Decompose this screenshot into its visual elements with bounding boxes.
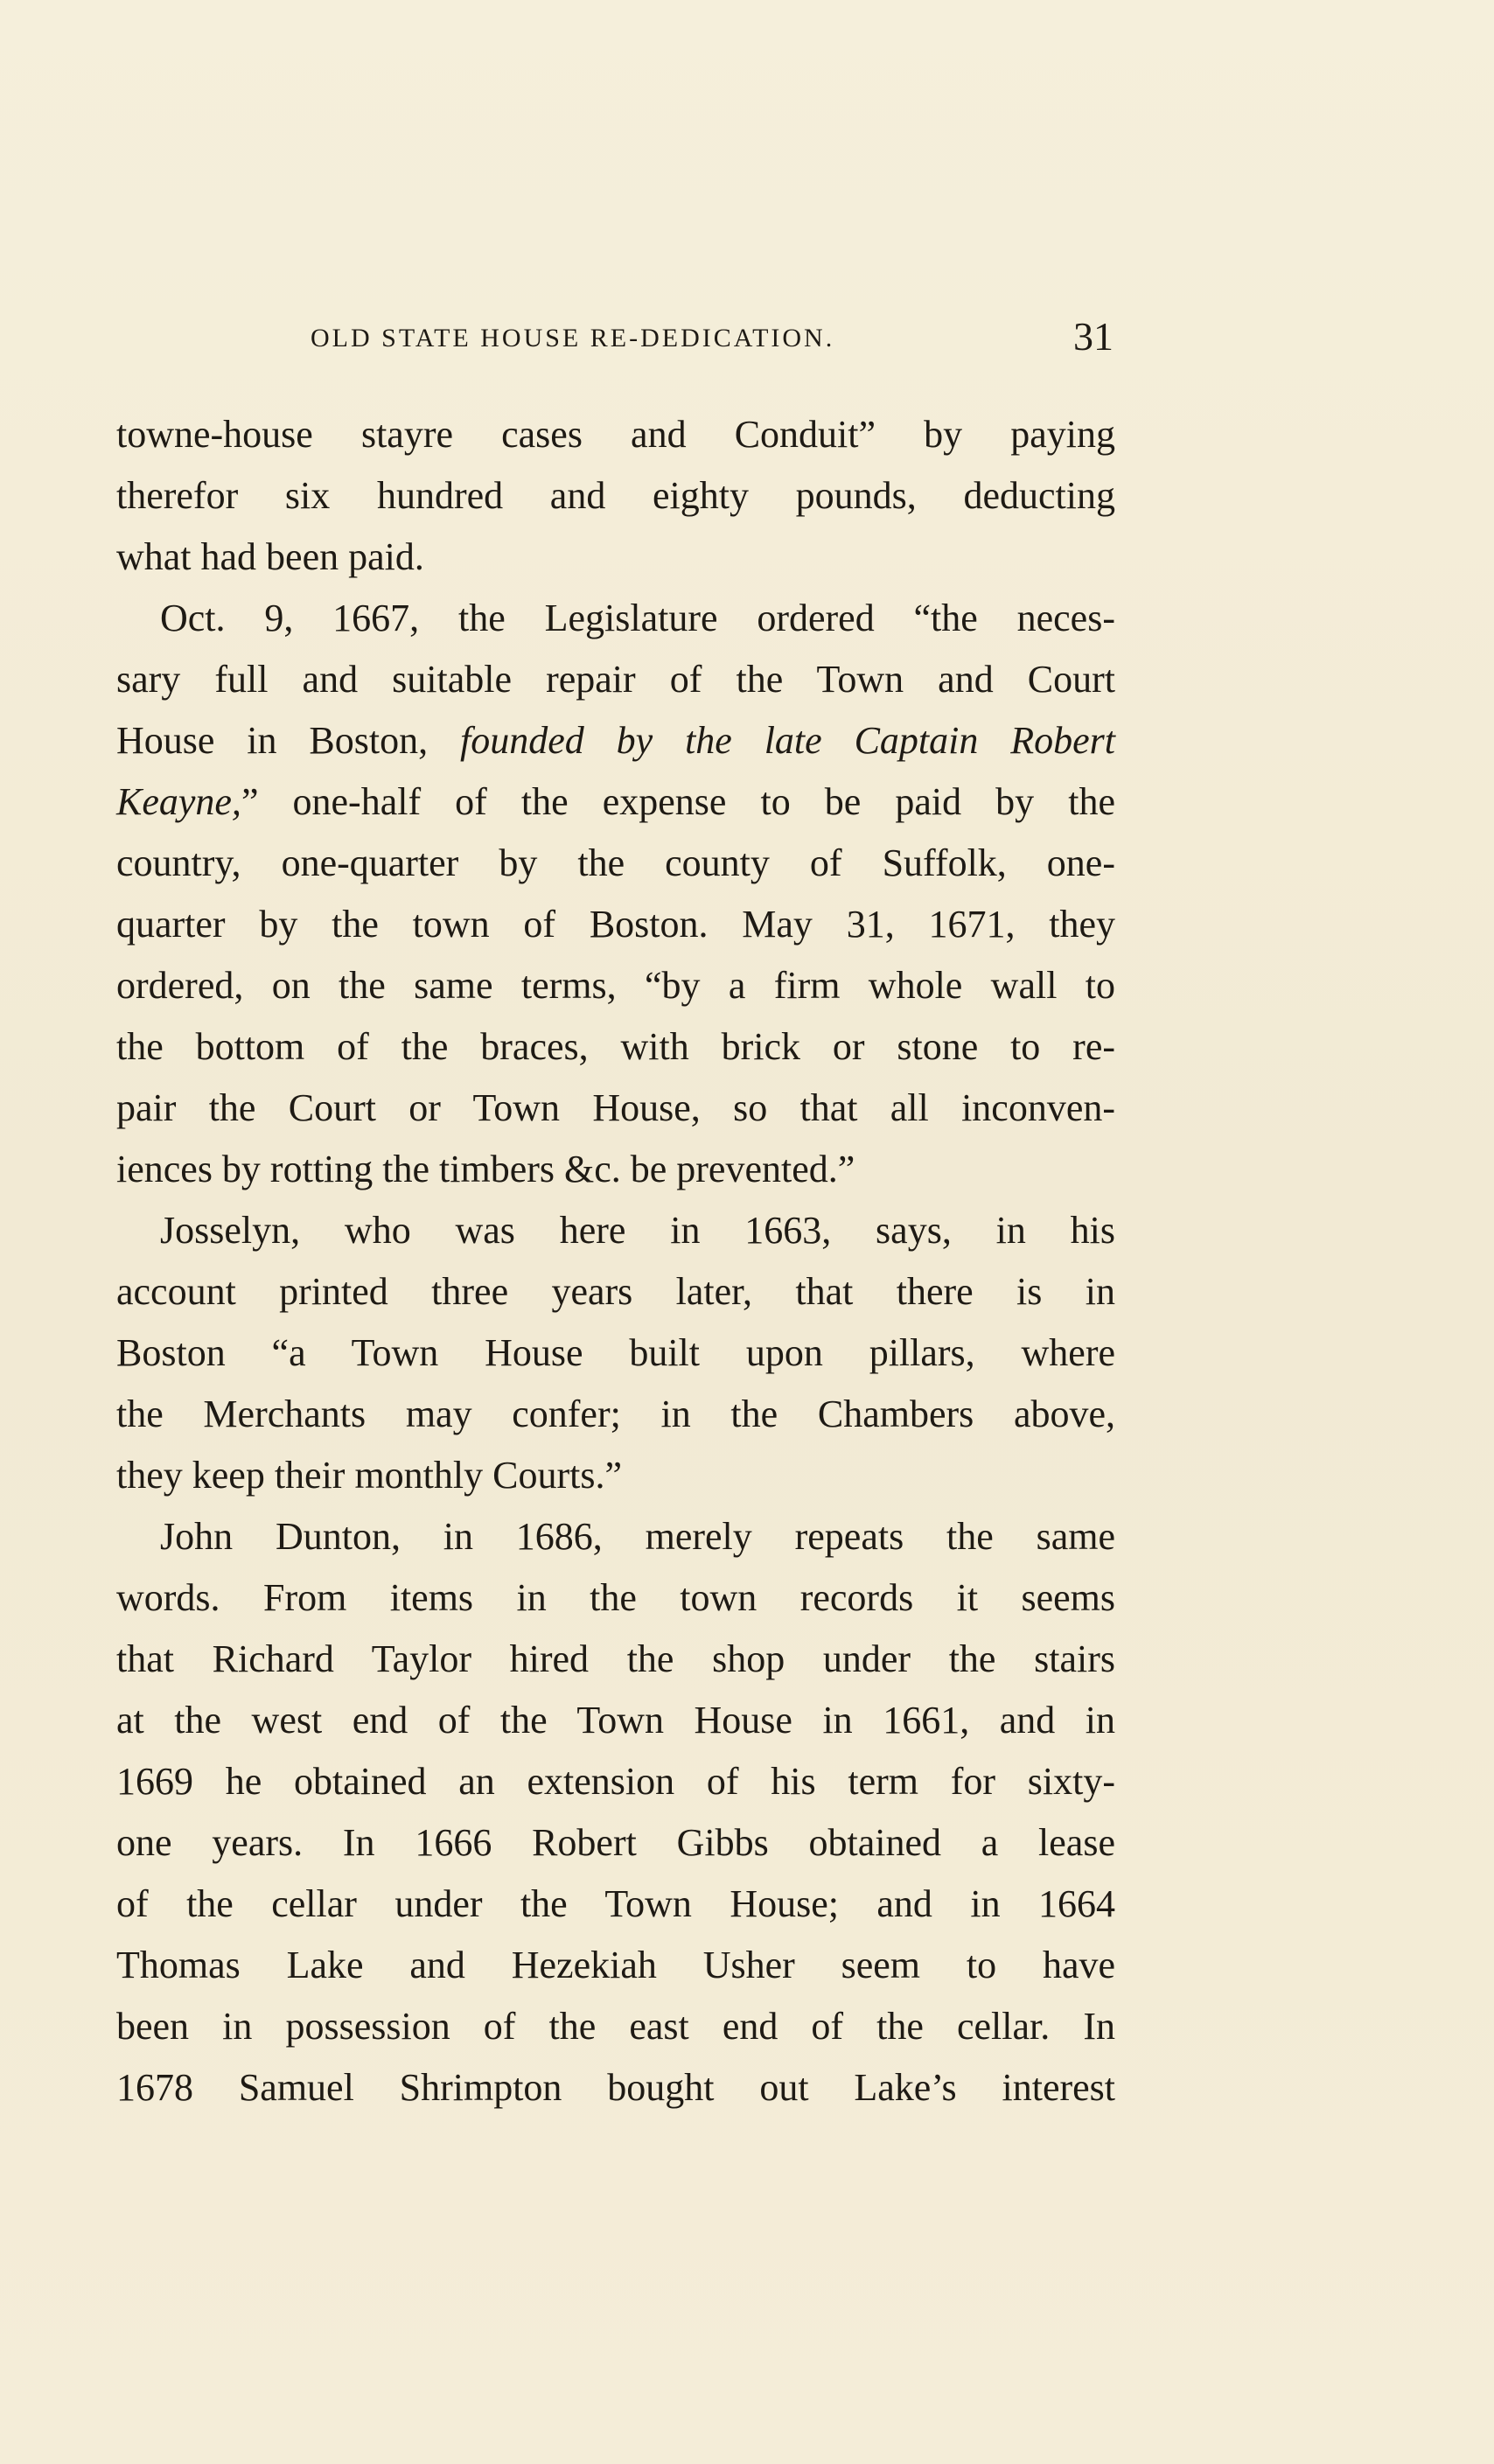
text-line: at the west end of the Town House in 1661, and in [116, 1699, 1115, 1742]
text-line [116, 771, 1115, 833]
page-header [311, 313, 1114, 366]
text-line: therefor six hundred and eighty pounds, deducting [116, 474, 1115, 517]
text-line: quarter by the town of Boston. May 31, 1671, they [116, 903, 1115, 946]
text-line: 1669 he obtained an extension of his term for sixty- [116, 1760, 1115, 1803]
text-line: 1678 Samuel Shrimpton bought out Lake’s interest [116, 2066, 1115, 2109]
text-line: account printed three years later, that there is in [116, 1270, 1115, 1313]
italic-text-segment: Keayne, [116, 780, 241, 823]
text-line: the bottom of the braces, with brick or stone to re- [116, 1025, 1115, 1068]
text-line: of the cellar under the Town House; and in 1664 [116, 1882, 1115, 1925]
text-line: one years. In 1666 Robert Gibbs obtained a lease [116, 1821, 1115, 1864]
text-segment: House in Boston, [116, 719, 429, 762]
text-line: been in possession of the east end of the cellar. In [116, 2005, 1115, 2048]
text-line: towne-house stayre cases and Conduit” by paying [116, 413, 1115, 456]
text-line: John Dunton, in 1686, merely repeats the same [160, 1515, 1115, 1558]
page-number: 31 [1073, 314, 1114, 359]
body-text [116, 404, 1115, 2118]
text-line: iences by rotting the timbers &c. be prevented.” [116, 1148, 855, 1190]
italic-text-segment: founded by the late Captain Robert [460, 719, 1115, 762]
text-line: ordered, on the same terms, “by a firm whole wall to [116, 964, 1115, 1007]
text-line: the Merchants may confer; in the Chambers above, [116, 1393, 1115, 1435]
text-line: sary full and suitable repair of the Town and Court [116, 658, 1115, 701]
text-line: they keep their monthly Courts.” [116, 1454, 622, 1497]
running-title: OLD STATE HOUSE RE-DEDICATION. [311, 324, 835, 352]
text-line: what had been paid. [116, 535, 424, 578]
text-line: country, one-quarter by the county of Suffolk, one- [116, 841, 1115, 884]
text-line: pair the Court or Town House, so that all inconven- [116, 1086, 1115, 1129]
text-segment: ” one-half of the expense to be paid by the [241, 780, 1115, 823]
text-line: Oct. 9, 1667, the Legislature ordered “the neces- [160, 597, 1115, 639]
text-line: Josselyn, who was here in 1663, says, in his [160, 1209, 1115, 1252]
text-line: words. From items in the town records it seems [116, 1576, 1115, 1619]
text-line [116, 710, 1115, 771]
text-line: that Richard Taylor hired the shop under the stairs [116, 1637, 1115, 1680]
text-line: Boston “a Town House built upon pillars, where [116, 1331, 1115, 1374]
text-line: Thomas Lake and Hezekiah Usher seem to have [116, 1944, 1115, 1986]
